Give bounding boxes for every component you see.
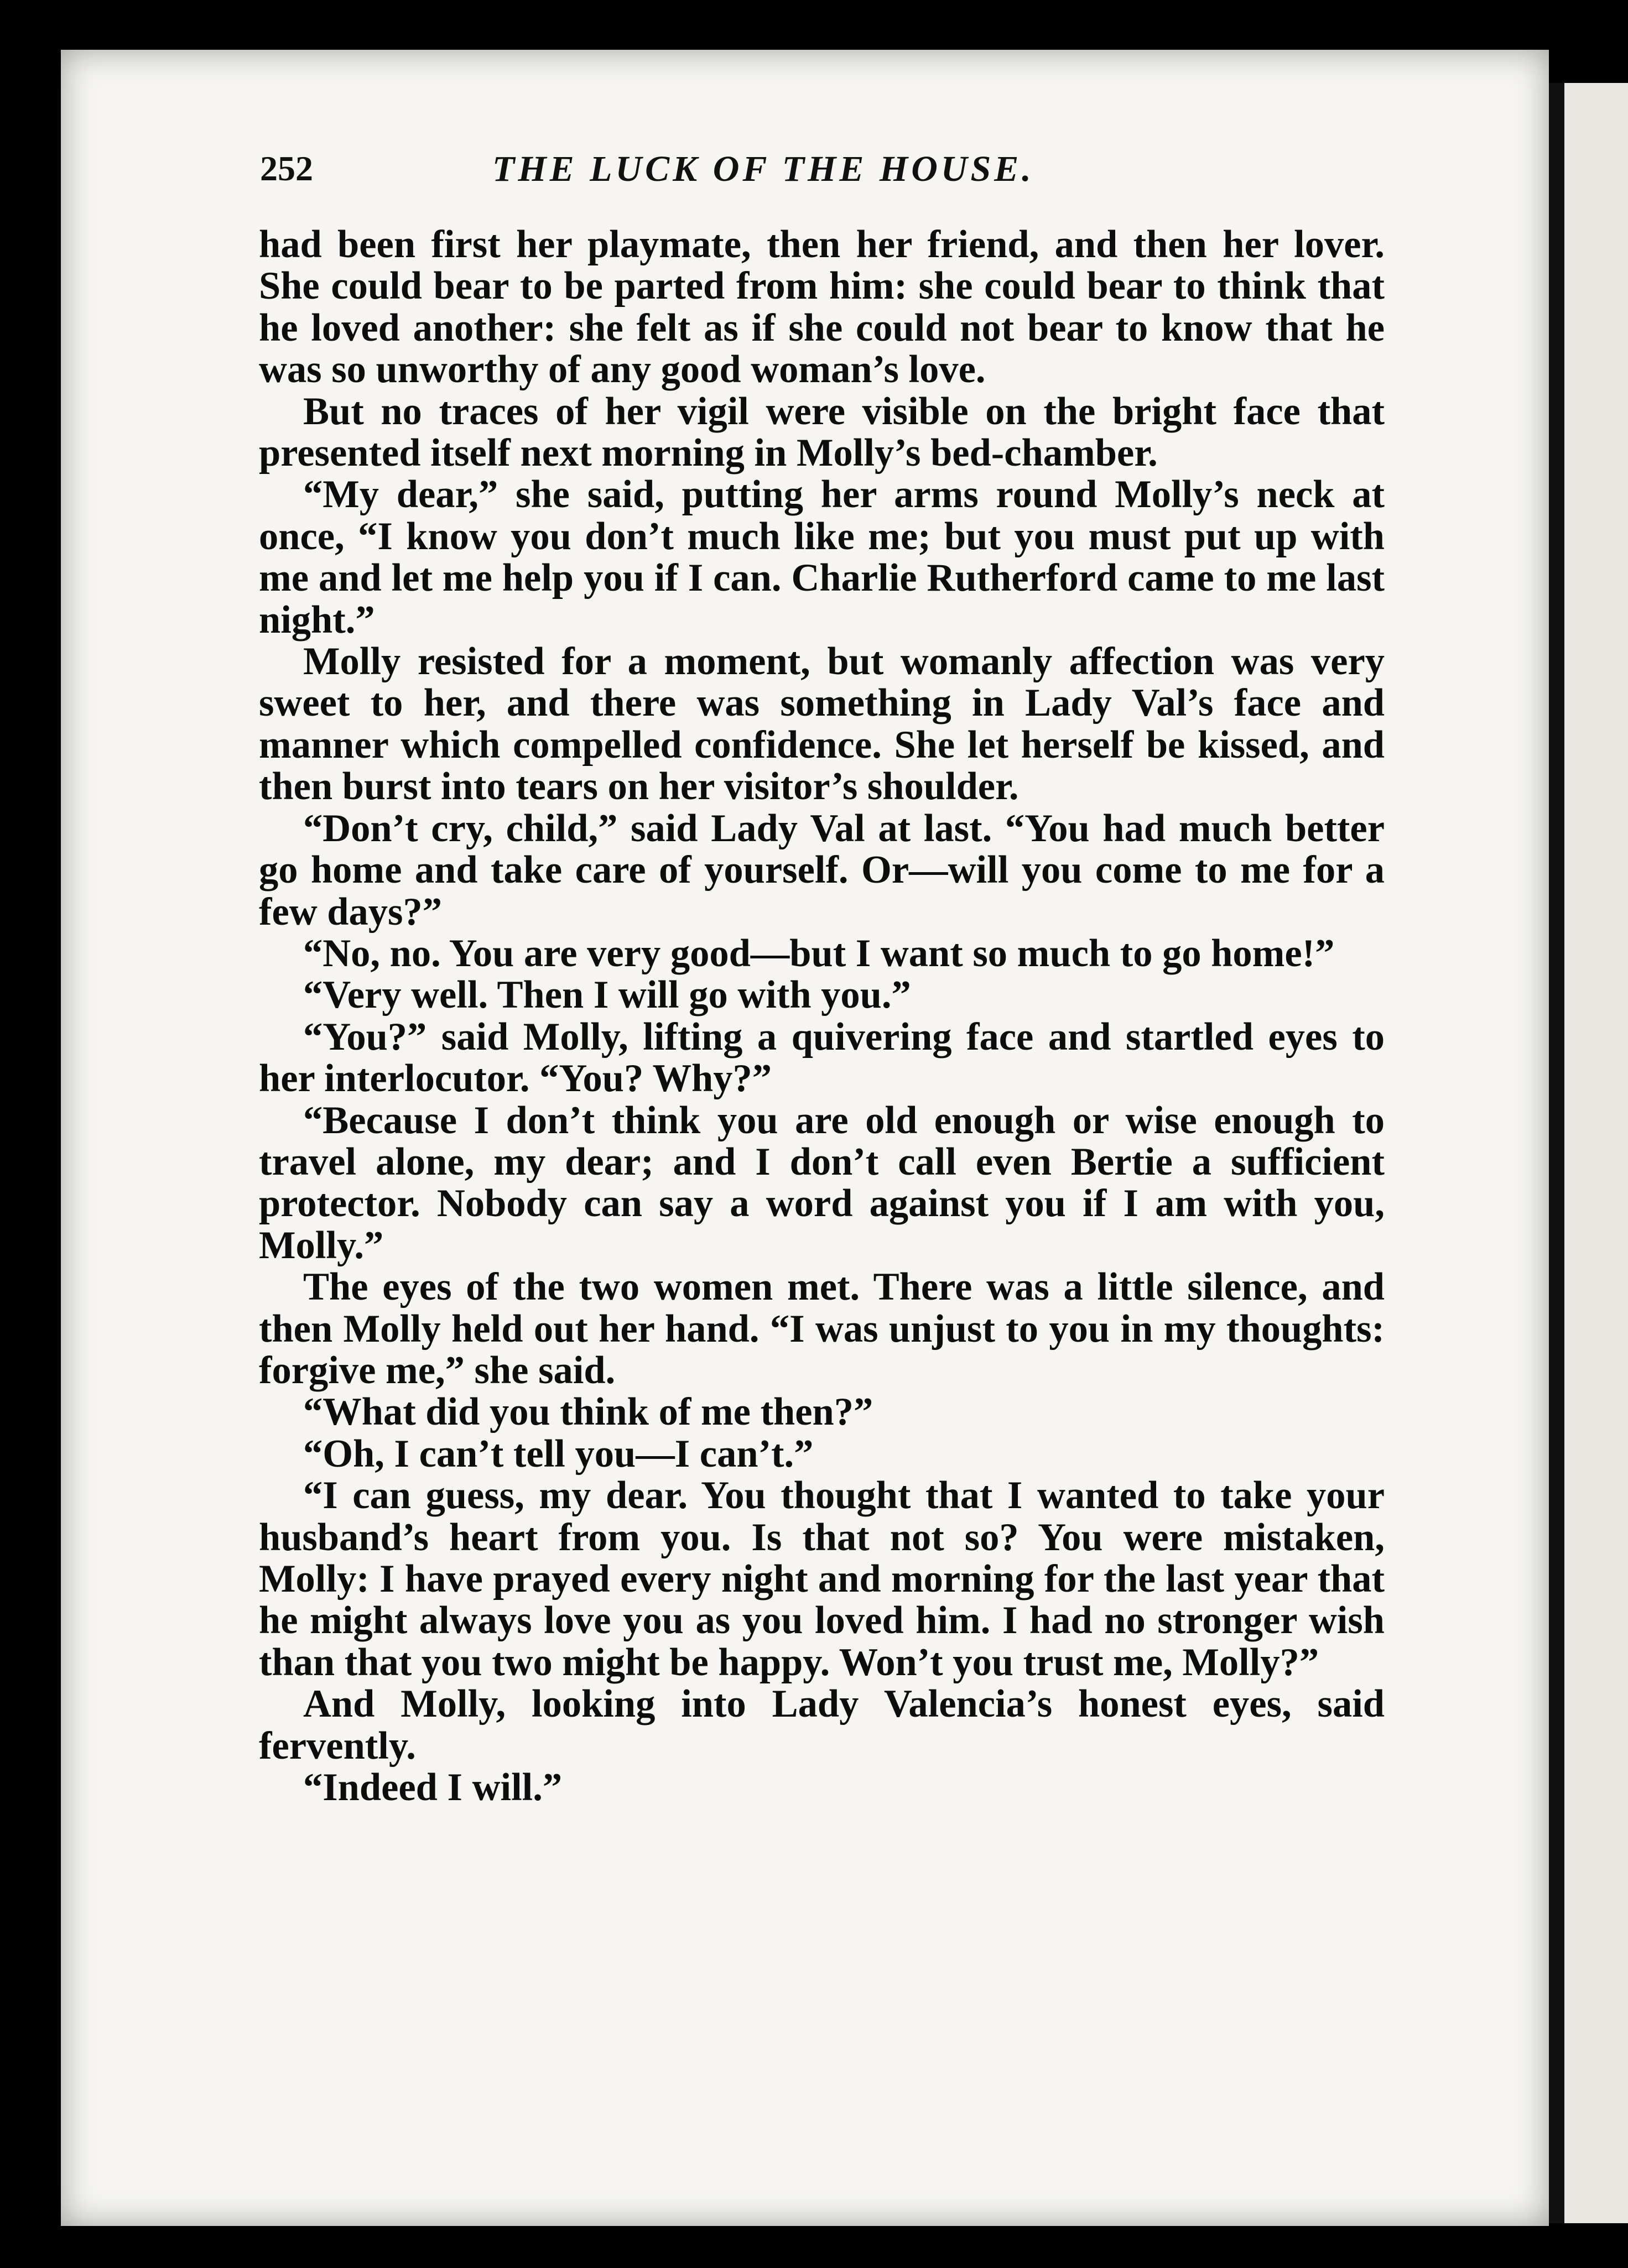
page-gutter-shadow	[1549, 83, 1564, 2223]
paragraph: But no traces of her vigil were visible on the bright face that presented itself next morning in Molly’s bed-chamber.	[259, 389, 1385, 475]
paragraph: “Because I don’t think you are old enough or wise enough to travel alone, my dear; and I don’t call even Bertie a sufficient protector. Nobody can say a word against you if I am with you, Molly.”	[259, 1098, 1385, 1267]
paragraph: Molly resisted for a moment, but womanly affection was very sweet to her, and there was something in Lady Val’s face and manner which compelled confidence. She let herself be kissed, and then burst into tears on her visitor’s shoulder.	[259, 640, 1385, 809]
paragraph: “Indeed I will.”	[303, 1766, 563, 1810]
page-number: 252	[260, 149, 313, 188]
paragraph: “Oh, I can’t tell you—I can’t.”	[303, 1432, 814, 1475]
paragraph: “Very well. Then I will go with you.”	[303, 973, 911, 1017]
paragraph: “What did you think of me then?”	[303, 1390, 873, 1434]
paragraph: “No, no. You are very good—but I want so much to go home!”	[303, 931, 1335, 975]
body-text	[259, 224, 1385, 1808]
paragraph: “My dear,” she said, putting her arms round Molly’s neck at once, “I know you don’t much like me; but you must put up with me and let me help you if I can. Charlie Rutherford came to me last night.”	[259, 473, 1385, 642]
running-head	[260, 148, 1383, 198]
paragraph: “Don’t cry, child,” said Lady Val at last. “You had much better go home and take care of yourself. Or—will you come to me for a few days?”	[259, 806, 1385, 934]
adjacent-page-edge	[1564, 83, 1628, 2223]
paragraph: had been first her playmate, then her friend, and then her lover. She could bear to be parted from him: she could bear to think that he loved another: she felt as if she could not bear to know that he was so unworthy of any good woman’s love.	[259, 223, 1385, 392]
paragraph: And Molly, looking into Lady Valencia’s honest eyes, said fervently.	[259, 1682, 1385, 1768]
running-title: THE LUCK OF THE HOUSE.	[492, 149, 1034, 189]
paragraph: “You?” said Molly, lifting a quivering face and startled eyes to her interlocutor. “You? Why?”	[259, 1015, 1385, 1101]
paragraph: “I can guess, my dear. You thought that I wanted to take your husband’s heart from you. Is that not so? You were mistaken, Molly: I have prayed every night and morning for the last year that he might always love you as you loved him. I had no stronger wish than that you two might be happy. Won’t you trust me, Molly?”	[259, 1474, 1385, 1684]
paragraph: The eyes of the two women met. There was a little silence, and then Molly held out her hand. “I was unjust to you in my thoughts: forgive me,” she said.	[259, 1265, 1385, 1392]
